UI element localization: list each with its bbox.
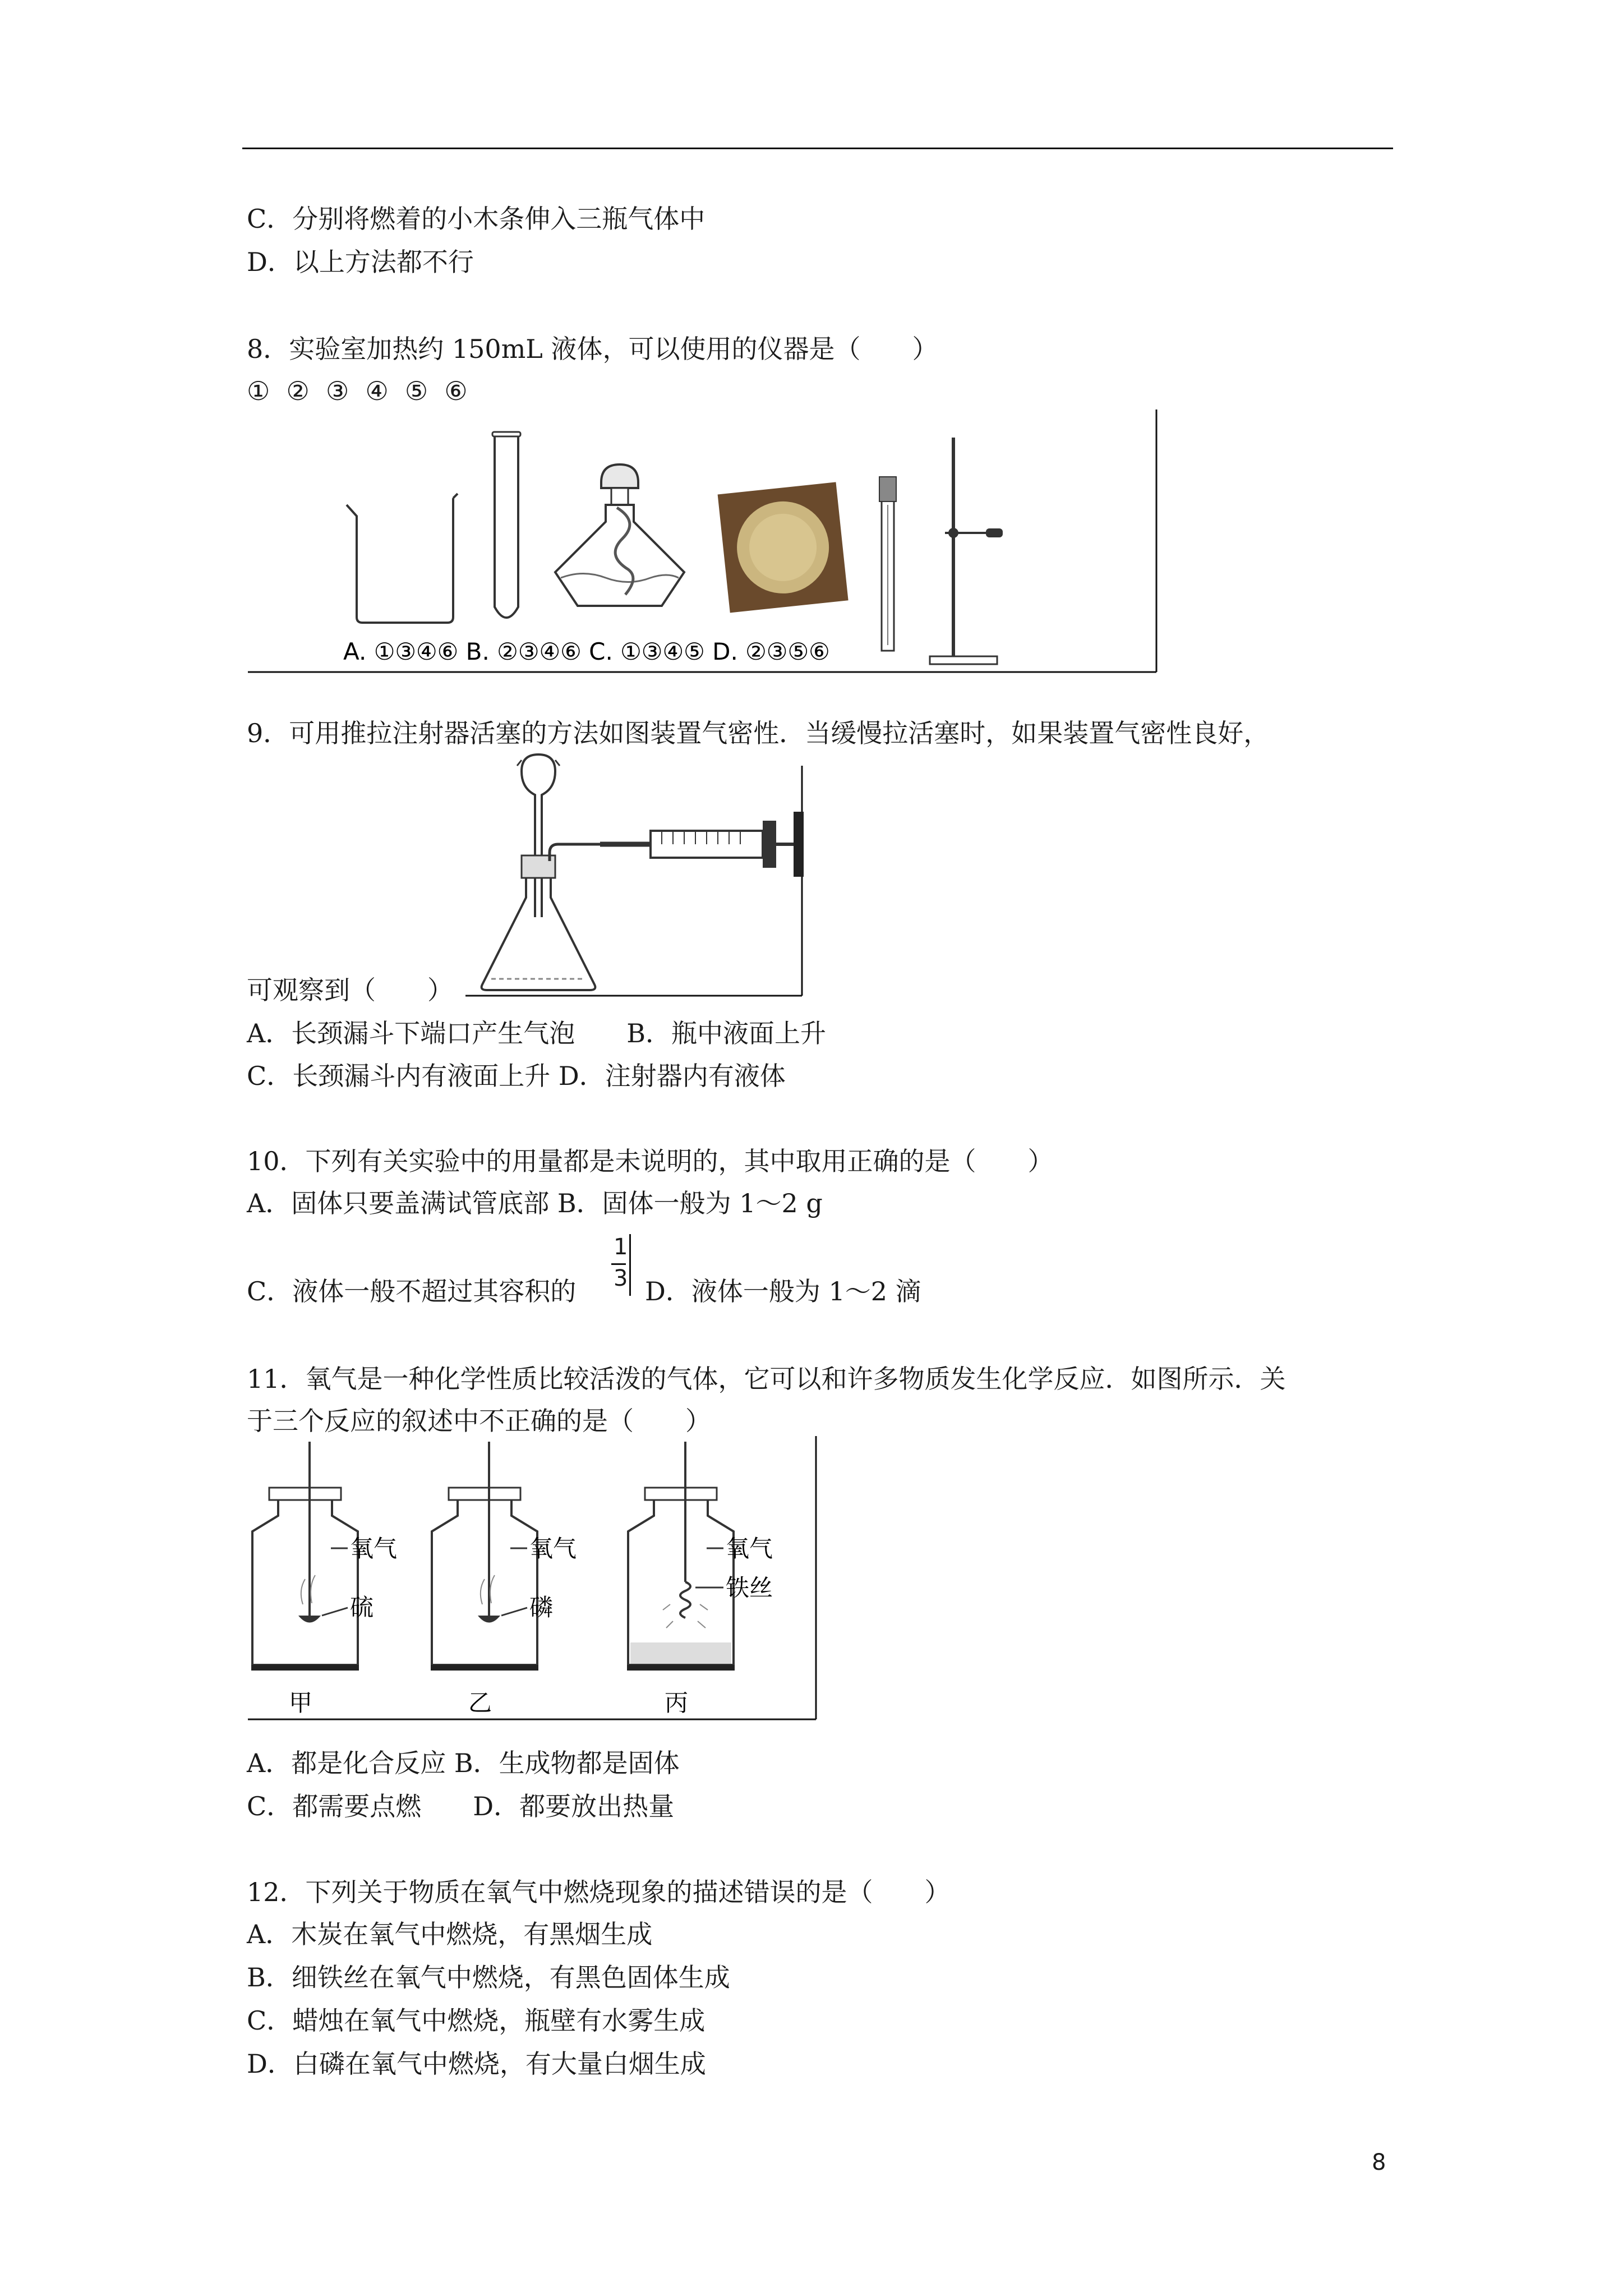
- q8-apparatus-figure: [247, 409, 1166, 673]
- q11-options-cd: C．都需要点燃 D．都要放出热量: [247, 1791, 675, 1821]
- asbestos-gauze-icon: [718, 482, 849, 613]
- label-oxygen-bing: 氧气: [726, 1535, 773, 1562]
- q10-option-d: D．液体一般为 1～2 滴: [645, 1276, 921, 1306]
- q9-options-cd: C．长颈漏斗内有液面上升 D．注射器内有液体: [247, 1061, 786, 1091]
- q7-option-c: C．分别将燃着的小木条伸入三瓶气体中: [247, 204, 706, 234]
- q8-apparatus-numbers: ① ② ③ ④ ⑤ ⑥: [247, 376, 468, 406]
- q7-option-d: D．以上方法都不行: [247, 247, 474, 277]
- syringe-icon: [651, 812, 804, 877]
- q11-stem: 11．氧气是一种化学性质比较活泼的气体，它可以和许多物质发生化学反应．如图所示．关: [247, 1364, 1286, 1394]
- page-number: 8: [1372, 2150, 1386, 2175]
- alcohol-lamp-icon: [555, 464, 684, 606]
- jar-iron-wire-icon: [627, 1442, 735, 1671]
- label-yi: 乙: [468, 1689, 492, 1717]
- jar-phosphorus-icon: [431, 1442, 538, 1671]
- q12-option-b: B．细铁丝在氧气中燃烧，有黑色固体生成: [247, 1962, 730, 1993]
- long-neck-funnel-icon: [517, 754, 560, 917]
- fraction-side-rule: [629, 1234, 631, 1296]
- q10-fraction: [609, 1234, 631, 1296]
- q11-combustion-figure: [247, 1436, 824, 1728]
- conical-flask-icon: [482, 855, 596, 990]
- label-iron-wire: 铁丝: [726, 1574, 773, 1602]
- q11-stem-continued: 于三个反应的叙述中不正确的是（ ）: [247, 1406, 711, 1436]
- jar-sulfur-icon: [251, 1442, 359, 1671]
- label-jia: 甲: [289, 1689, 313, 1717]
- label-phosphorus: 磷: [529, 1594, 554, 1621]
- beaker-icon: [347, 494, 458, 623]
- q9-stem: 9．可用推拉注射器活塞的方法如图装置气密性．当缓慢拉活塞时，如果装置气密性良好，: [247, 718, 1270, 748]
- label-sulfur: 硫: [350, 1594, 374, 1621]
- iron-stand-icon: [930, 438, 1003, 664]
- q10-stem: 10．下列有关实验中的用量都是未说明的，其中取用正确的是（ ）: [247, 1146, 1054, 1176]
- q8-stem: 8．实验室加热约 150mL 液体，可以使用的仪器是（ ）: [247, 334, 938, 364]
- q9-stem-continued: 可观察到（ ）: [247, 975, 453, 1005]
- q10-options-ab: A．固体只要盖满试管底部 B．固体一般为 1～2 g: [247, 1188, 823, 1218]
- q11-options-ab: A．都是化合反应 B．生成物都是固体: [247, 1748, 680, 1778]
- label-bing: 丙: [665, 1689, 689, 1717]
- test-tube-icon: [492, 432, 520, 618]
- q9-options-ab: A．长颈漏斗下端口产生气泡 B．瓶中液面上升: [247, 1018, 827, 1048]
- fraction-bar: [611, 1263, 626, 1265]
- q12-option-a: A．木炭在氧气中燃烧，有黑烟生成: [247, 1919, 653, 1949]
- q10-option-c: C．液体一般不超过其容积的: [247, 1276, 577, 1306]
- q12-stem: 12．下列关于物质在氧气中燃烧现象的描述错误的是（ ）: [247, 1877, 951, 1907]
- fraction-denominator: 3: [614, 1266, 628, 1291]
- label-oxygen-yi: 氧气: [529, 1535, 577, 1562]
- test-tube-holder-icon: [879, 477, 896, 651]
- header-rule: [242, 148, 1393, 149]
- label-oxygen-jia: 氧气: [350, 1535, 398, 1562]
- fraction-numerator: 1: [614, 1234, 628, 1260]
- q8-choice-strip: A. ①③④⑥ B. ②③④⑥ C. ①③④⑤ D. ②③⑤⑥: [343, 638, 830, 665]
- q12-option-c: C．蜡烛在氧气中燃烧，瓶壁有水雾生成: [247, 2005, 706, 2036]
- q9-airtightness-apparatus: [465, 749, 813, 1007]
- q12-option-d: D．白磷在氧气中燃烧，有大量白烟生成: [247, 2049, 706, 2079]
